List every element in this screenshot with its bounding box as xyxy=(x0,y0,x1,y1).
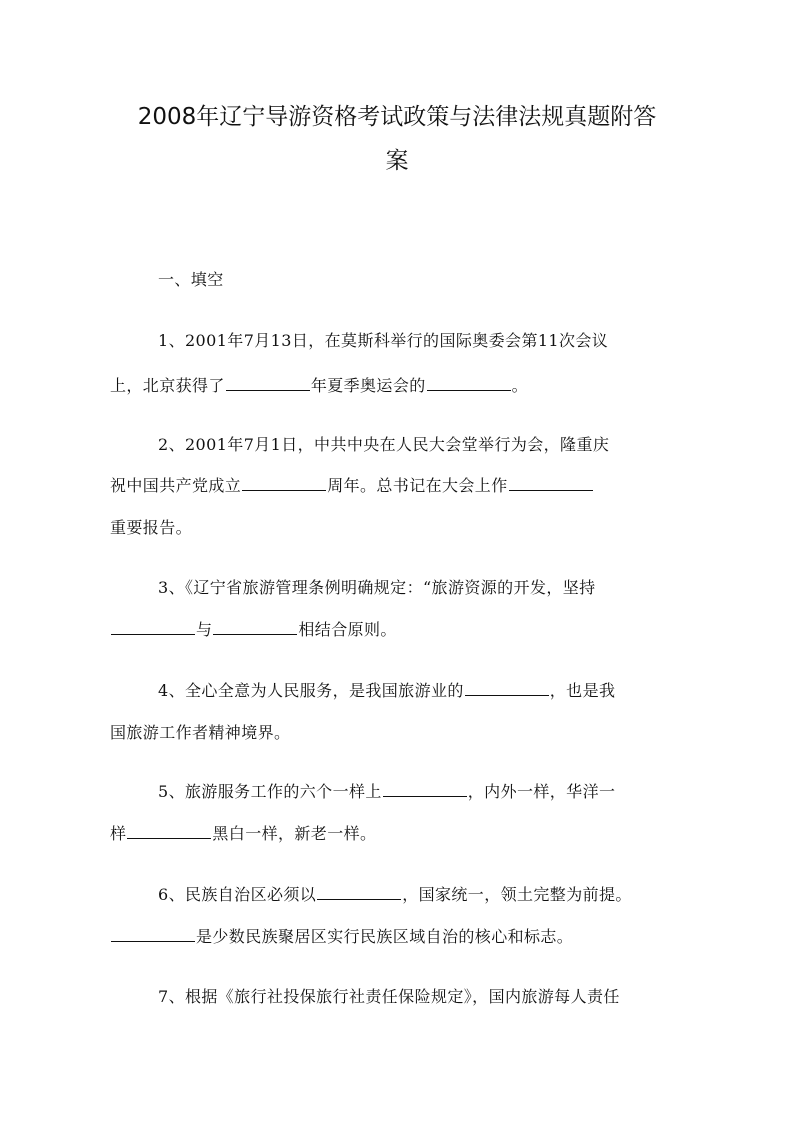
question-6-blank-1[interactable] xyxy=(317,883,401,900)
question-3-line-2 xyxy=(110,618,690,642)
question-5-text-4: 黑白一样，新老一样。 xyxy=(212,824,377,843)
question-3-text-2: 相结合原则。 xyxy=(298,620,397,639)
question-2-text-2: 周年。总书记在大会上作 xyxy=(327,476,508,495)
section-heading: 一、填空 xyxy=(158,270,224,289)
document-title-line-2: 案 xyxy=(385,148,409,174)
question-6-line-2 xyxy=(110,925,690,949)
question-2-blank-1[interactable] xyxy=(242,474,326,491)
question-6-text-1: 6、民族自治区必须以 xyxy=(158,885,317,904)
question-4-line-1 xyxy=(158,679,690,703)
question-5-blank-2[interactable] xyxy=(127,822,211,839)
question-1-text-1: 上，北京获得了 xyxy=(110,376,225,395)
question-1-line-2 xyxy=(110,374,690,398)
document-title-line-1: 2008年辽宁导游资格考试政策与法律法规真题附答 xyxy=(137,104,657,130)
question-5-blank-1[interactable] xyxy=(383,780,467,797)
question-5-text-3: 样 xyxy=(110,824,127,843)
question-5-text-1: 5、旅游服务工作的六个一样上 xyxy=(158,782,382,801)
question-5-text-2: ，内外一样，华洋一 xyxy=(467,782,616,801)
question-2-line-3: 重要报告。 xyxy=(110,518,193,537)
question-3-text-1: 与 xyxy=(196,620,213,639)
question-1-line-1: 1、2001年7月13日，在莫斯科举行的国际奥委会第11次会议 xyxy=(158,331,609,350)
question-1-blank-2[interactable] xyxy=(427,374,511,391)
question-1-text-2: 年夏季奥运会的 xyxy=(310,376,426,395)
question-6-text-2: ，国家统一，领土完整为前提。 xyxy=(402,885,632,904)
question-4-text-2: ，也是我 xyxy=(549,681,616,700)
question-2-line-1: 2、2001年7月1日，中共中央在人民大会堂举行为会，隆重庆 xyxy=(158,435,610,454)
question-4-blank-1[interactable] xyxy=(465,679,549,696)
question-6-text-3: 是少数民族聚居区实行民族区域自治的核心和标志。 xyxy=(196,927,574,946)
question-3-line-1: 3、《辽宁省旅游管理条例明确规定：“旅游资源的开发，坚持 xyxy=(158,578,596,597)
question-3-blank-2[interactable] xyxy=(213,618,297,635)
question-4-line-2: 国旅游工作者精神境界。 xyxy=(110,723,291,742)
question-4-text-1: 4、全心全意为人民服务，是我国旅游业的 xyxy=(158,681,464,700)
question-6-line-1 xyxy=(158,883,690,907)
question-5-line-1 xyxy=(158,780,690,804)
question-1-text-3: 。 xyxy=(511,376,529,395)
question-7-line-1: 7、根据《旅行社投保旅行社责任保险规定》，国内旅游每人责任 xyxy=(158,987,620,1006)
question-3-blank-1[interactable] xyxy=(111,618,195,635)
question-6-blank-2[interactable] xyxy=(111,925,195,942)
question-5-line-2 xyxy=(110,822,690,846)
question-2-blank-2[interactable] xyxy=(509,474,593,491)
question-2-text-1: 祝中国共产党成立 xyxy=(110,476,242,495)
question-2-line-2 xyxy=(110,474,690,498)
question-1-blank-1[interactable] xyxy=(226,374,310,391)
